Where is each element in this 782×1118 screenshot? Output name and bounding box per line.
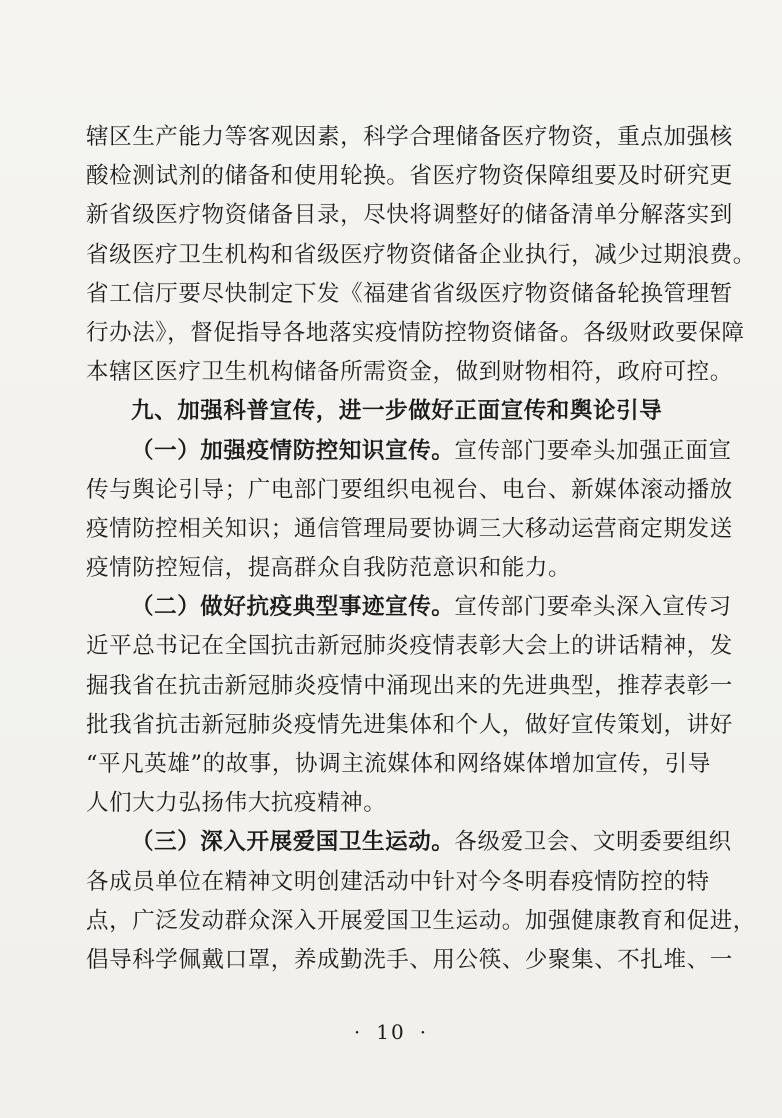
body-line: 掘我省在抗击新冠肺炎疫情中涌现出来的先进典型，推荐表彰一 <box>86 672 733 699</box>
body-line: 各成员单位在精神文明创建活动中针对今冬明春疫情防控的特 <box>86 868 710 895</box>
document-body <box>86 118 756 980</box>
item-2-title: （二）做好抗疫典型事迹宣传。 <box>131 594 455 621</box>
body-line: 传与舆论引导；广电部门要组织电视台、电台、新媒体滚动播放 <box>86 476 733 503</box>
page-number <box>0 1020 782 1044</box>
body-line: 行办法》，督促指导各地落实疫情防控物资储备。各级财政要保障 <box>86 319 745 346</box>
body-line: 新省级医疗物资储备目录，尽快将调整好的储备清单分解落实到 <box>86 202 733 229</box>
item-3-title: （三）深入开展爱国卫生运动。 <box>131 829 455 856</box>
page-number-right-dot: · <box>419 1020 429 1044</box>
item-2-first-line <box>86 588 732 627</box>
item-1-first-text: 宣传部门要牵头加强正面宣 <box>454 437 732 464</box>
body-line: “平凡英雄”的故事，协调主流媒体和网络媒体增加宣传，引导 <box>86 751 711 777</box>
body-line: 疫情防控相关知识；通信管理局要协调三大移动运营商定期发送 <box>86 515 733 542</box>
body-line: 本辖区医疗卫生机构储备所需资金，做到财物相符，政府可控。 <box>86 359 733 386</box>
body-line: 人们大力弘扬伟大抗疫精神。 <box>86 790 387 817</box>
item-1-title: （一）加强疫情防控知识宣传。 <box>131 437 455 464</box>
item-2-first-text: 宣传部门要牵头深入宣传习 <box>454 594 732 621</box>
section-heading-9: 九、加强科普宣传，进一步做好正面宣传和舆论引导 <box>131 398 663 425</box>
body-line: 倡导科学佩戴口罩，养成勤洗手、用公筷、少聚集、不扎堆、一 <box>86 946 733 973</box>
body-line: 点，广泛发动群众深入开展爱国卫生运动。加强健康教育和促进， <box>86 907 756 934</box>
body-line: 疫情防控短信，提高群众自我防范意识和能力。 <box>86 555 572 582</box>
body-line: 省工信厅要尽快制定下发《福建省省级医疗物资储备轮换管理暂 <box>86 280 733 307</box>
body-line: 批我省抗击新冠肺炎疫情先进集体和个人，做好宣传策划，讲好 <box>86 711 733 738</box>
item-1-first-line <box>86 432 732 471</box>
item-3-first-line <box>86 823 732 862</box>
page-number-left-dot: · <box>353 1020 363 1044</box>
page-number-value: 10 <box>376 1020 406 1044</box>
item-3-first-text: 各级爱卫会、文明委要组织 <box>454 829 732 856</box>
body-line: 省级医疗卫生机构和省级医疗物资储备企业执行，减少过期浪费。 <box>86 241 756 268</box>
body-line: 近平总书记在全国抗击新冠肺炎疫情表彰大会上的讲话精神，发 <box>86 633 733 660</box>
body-line: 辖区生产能力等客观因素，科学合理储备医疗物资，重点加强核 <box>86 124 733 150</box>
body-line: 酸检测试剂的储备和使用轮换。省医疗物资保障组要及时研究更 <box>86 163 733 190</box>
